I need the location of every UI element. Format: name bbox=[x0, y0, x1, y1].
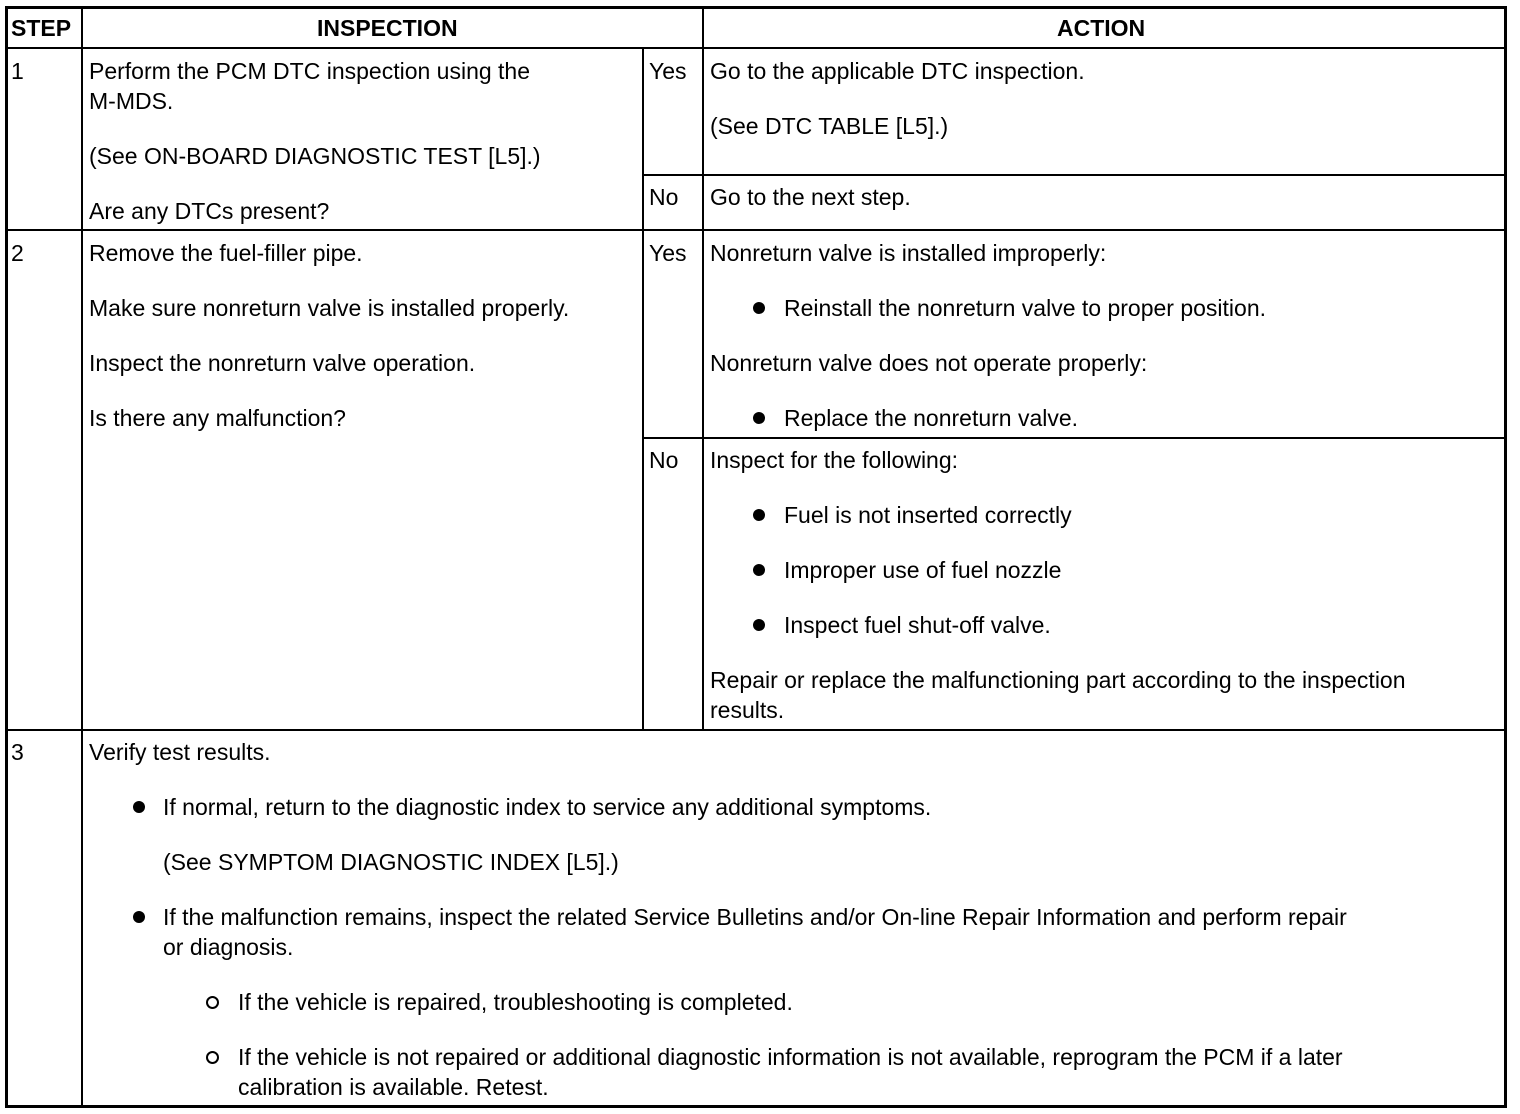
action-text: Repair or replace the malfunctioning part according to the inspection bbox=[710, 667, 1406, 693]
action-bullet-text: Fuel is not inserted correctly bbox=[784, 502, 1072, 528]
step-number: 1 bbox=[11, 58, 24, 84]
inspection-action-divider-header bbox=[702, 7, 704, 49]
step-column-divider bbox=[81, 7, 83, 1107]
inspection-text: Remove the fuel-filler pipe. bbox=[89, 240, 363, 266]
header-divider bbox=[6, 47, 1506, 49]
bullet-icon bbox=[753, 619, 765, 631]
step3-bullet-text: or diagnosis. bbox=[163, 934, 294, 960]
bullet-icon bbox=[753, 564, 765, 576]
step-number: 3 bbox=[11, 739, 24, 765]
step1-yes-no-divider bbox=[643, 174, 1506, 176]
yes-label: Yes bbox=[649, 240, 687, 266]
action-text: Inspect for the following: bbox=[710, 447, 959, 473]
step2-yes-no-divider bbox=[643, 437, 1506, 439]
inspection-text: Inspect the nonreturn valve operation. bbox=[89, 350, 476, 376]
bullet-icon bbox=[753, 412, 765, 424]
bullet-icon bbox=[753, 509, 765, 521]
inspection-text: M-MDS. bbox=[89, 88, 174, 114]
step3-bullet-text: If normal, return to the diagnostic index to service any additional symptoms. bbox=[163, 794, 932, 820]
inspection-text: Are any DTCs present? bbox=[89, 198, 330, 224]
header-step: STEP bbox=[11, 15, 72, 41]
step3-sub-bullet-text: If the vehicle is not repaired or additional diagnostic information is not available, reprogram the PCM if a later bbox=[238, 1044, 1343, 1070]
action-text: Go to the next step. bbox=[710, 184, 911, 210]
yes-label: Yes bbox=[649, 58, 687, 84]
no-label: No bbox=[649, 184, 679, 210]
action-bullet-text: Improper use of fuel nozzle bbox=[784, 557, 1062, 583]
action-text: Nonreturn valve does not operate properly: bbox=[710, 350, 1148, 376]
step3-lead-text: Verify test results. bbox=[89, 739, 271, 765]
inspection-text: (See ON-BOARD DIAGNOSTIC TEST [L5].) bbox=[89, 143, 541, 169]
action-text: Go to the applicable DTC inspection. bbox=[710, 58, 1085, 84]
action-bullet-text: Replace the nonreturn valve. bbox=[784, 405, 1079, 431]
action-text: Nonreturn valve is installed improperly: bbox=[710, 240, 1107, 266]
inspection-text: Perform the PCM DTC inspection using the bbox=[89, 58, 531, 84]
action-text: results. bbox=[710, 697, 785, 723]
row-divider-1-2 bbox=[6, 229, 1506, 231]
step-number: 2 bbox=[11, 240, 24, 266]
action-text: (See DTC TABLE [L5].) bbox=[710, 113, 949, 139]
action-bullet-text: Reinstall the nonreturn valve to proper position. bbox=[784, 295, 1267, 321]
inspection-yesno-divider bbox=[642, 48, 644, 730]
step3-bullet-text: If the malfunction remains, inspect the related Service Bulletins and/or On-line Repair Information and perform repair bbox=[163, 904, 1347, 930]
step3-sub-bullet-text: If the vehicle is repaired, troubleshooting is completed. bbox=[238, 989, 793, 1015]
action-bullet-text: Inspect fuel shut-off valve. bbox=[784, 612, 1051, 638]
bullet-icon bbox=[133, 911, 145, 923]
hollow-bullet-icon bbox=[206, 1051, 219, 1064]
header-inspection: INSPECTION bbox=[317, 15, 458, 41]
hollow-bullet-icon bbox=[206, 996, 219, 1009]
step3-reference-text: (See SYMPTOM DIAGNOSTIC INDEX [L5].) bbox=[163, 849, 619, 875]
no-label: No bbox=[649, 447, 679, 473]
step3-sub-bullet-text: calibration is available. Retest. bbox=[238, 1074, 549, 1100]
row-divider-2-3 bbox=[6, 729, 1506, 731]
bullet-icon bbox=[753, 302, 765, 314]
header-action: ACTION bbox=[1057, 15, 1146, 41]
yesno-action-divider bbox=[702, 48, 704, 730]
bullet-icon bbox=[133, 801, 145, 813]
inspection-text: Make sure nonreturn valve is installed properly. bbox=[89, 295, 570, 321]
inspection-text: Is there any malfunction? bbox=[89, 405, 346, 431]
